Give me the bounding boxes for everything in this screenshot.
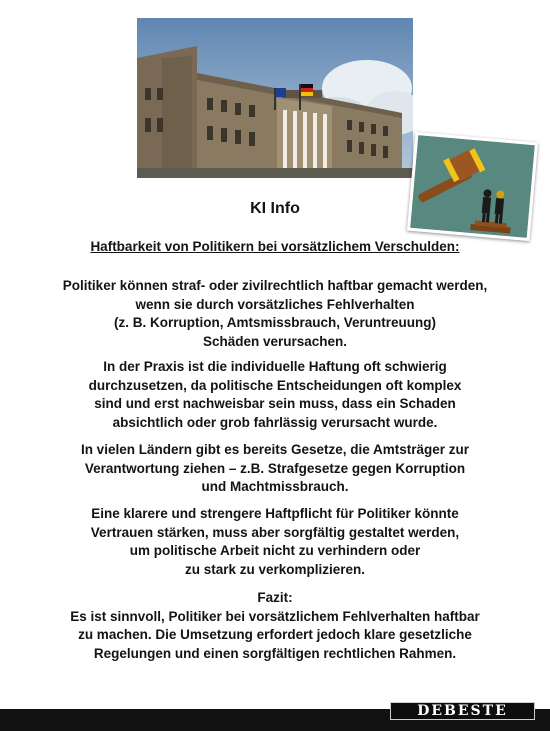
paragraph-practice [0,358,550,432]
text-line: zu machen. Die Umsetzung erfordert jedoch klare gesetzliche [78,627,472,642]
paragraph-laws [0,441,550,497]
text-line: Verantwortung ziehen – z.B. Strafgesetze gegen Korruption [84,460,466,476]
text-line: durchzusetzen, da politische Entscheidungen oft komplex [88,377,462,393]
text-line: Fazit: [257,590,293,605]
text-line: Vertrauen stärken, muss aber sorgfältig gestaltet werden, [90,524,460,540]
text-line: In der Praxis ist die individuelle Haftung oft schwierig [103,359,447,374]
text-line: sind und erst nachweisbar sein muss, dass ein Schaden [94,396,456,411]
text-line: wenn sie durch vorsätzliches Fehlverhalten [135,296,415,312]
watermark-logo: DEBESTE [390,702,535,720]
text-line: und Machtmissbrauch. [201,479,349,494]
text-line: In vielen Ländern gibt es bereits Gesetze, die Amtsträger zur [80,442,470,457]
paragraph-trust [0,505,550,579]
section-heading [0,239,550,254]
text-line: Politiker können straf- oder zivilrechtlich haftbar gemacht werden, [62,278,488,293]
gavel-icon [410,135,535,238]
text-line: um politische Arbeit nicht zu verhindern oder [129,543,421,558]
text-line: Eine klarere und strengere Haftpflicht für Politiker könnte [91,506,459,521]
text-line: zu stark zu verkomplizieren. [184,561,366,577]
section-heading-text: Haftbarkeit von Politikern bei vorsätzlichem Verschulden: [90,239,460,254]
paragraph-liability [0,277,550,351]
gavel-photo [407,132,538,241]
text-line: Regelungen und einen sorgfältigen rechtlichen Rahmen. [93,645,457,661]
text-line: (z. B. Korruption, Amtsmissbrauch, Veruntreuung) [113,315,437,330]
text-line: Schäden verursachen. [202,333,348,349]
text-line: absichtlich oder grob fahrlässig verursacht wurde. [112,414,438,430]
reichstag-photo [137,18,413,178]
reichstag-illustration [137,18,413,178]
page-title: KI Info [250,200,300,217]
text-line: Es ist sinnvoll, Politiker bei vorsätzlichem Fehlverhalten haftbar [70,608,480,624]
paragraph-conclusion [0,589,550,663]
